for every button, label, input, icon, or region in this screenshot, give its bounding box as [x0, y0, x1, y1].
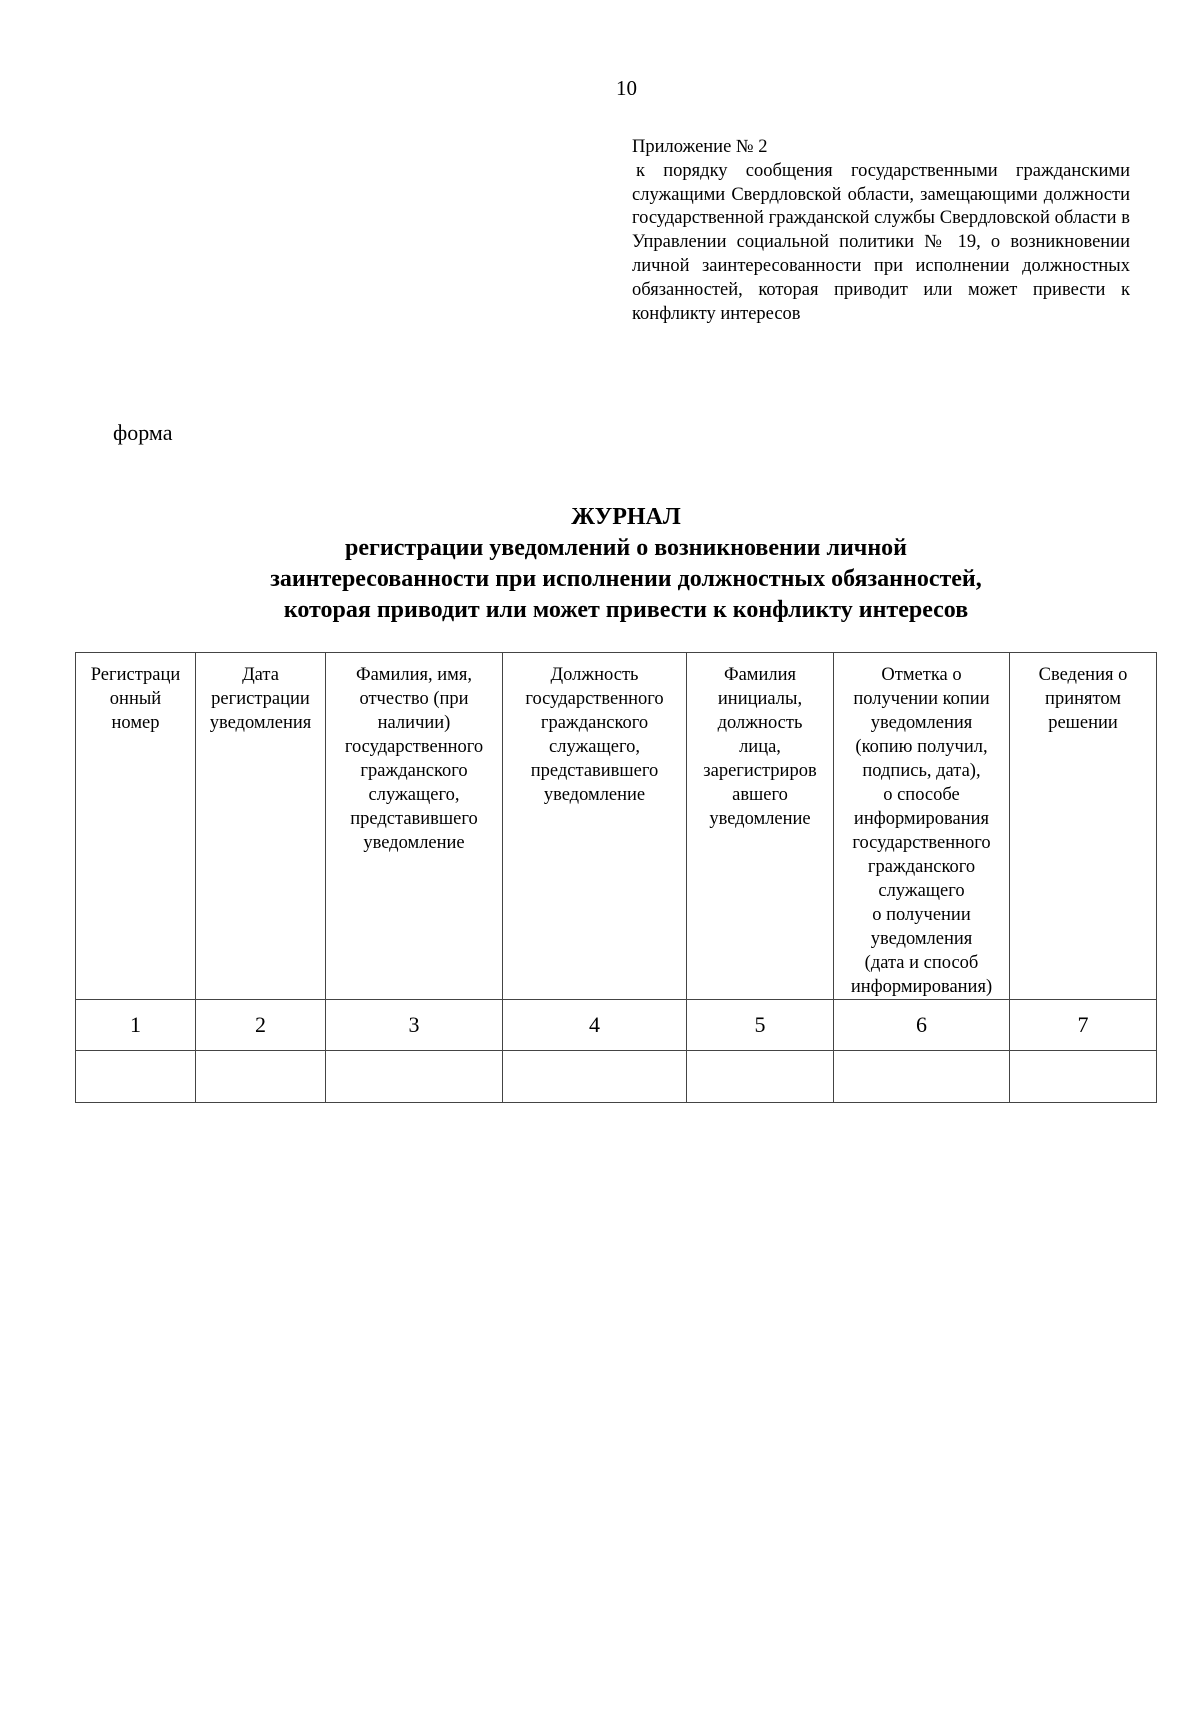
- table-header-row: [76, 653, 1157, 1000]
- header-employee-name: Фамилия, имя, отчество (при наличии) государственного гражданского служащего, представившего уведомление: [326, 653, 503, 1000]
- table-row-empty: [76, 1051, 1157, 1103]
- form-label: форма: [113, 420, 173, 445]
- header-registration-number: Регистраци онный номер: [76, 653, 196, 1000]
- column-number: 6: [834, 1000, 1010, 1051]
- heading-subtitle-line-3: которая приводит или может привести к конфликту интересов: [283, 597, 969, 623]
- journal-table: [75, 652, 1157, 1103]
- column-number: 3: [326, 1000, 503, 1051]
- table-cell-empty: [196, 1051, 326, 1103]
- header-registrar: Фамилия инициалы, должность лица, зарегистриров авшего уведомление: [687, 653, 834, 1000]
- table-cell-empty: [834, 1051, 1010, 1103]
- table-cell-empty: [76, 1051, 196, 1103]
- journal-heading: [150, 502, 1102, 626]
- header-employee-position: Должность государственного гражданского служащего, представившего уведомление: [503, 653, 687, 1000]
- page-number: 10: [616, 76, 637, 100]
- column-number: 1: [76, 1000, 196, 1051]
- header-decision: Сведения о принятом решении: [1010, 653, 1157, 1000]
- column-number: 7: [1010, 1000, 1157, 1051]
- column-number-row: [76, 1000, 1157, 1051]
- heading-subtitle-line-2: заинтересованности при исполнении должностных обязанностей,: [270, 566, 982, 592]
- table-cell-empty: [503, 1051, 687, 1103]
- appendix-body: к порядку сообщения государственными гражданскими служащими Свердловской области, замещающими должности государственной гражданской службы Свердловской области в Управлении социальной политики № 19, о возникновении личной заинтересованности при исполнении должностных обязанностей, которая приводит или может привести к конфликту интересов: [632, 160, 1130, 324]
- header-copy-receipt: Отметка о получении копии уведомления (копию получил, подпись, дата), о способе информирования государственного гражданского служащего о получении уведомления (дата и способ информирования): [834, 653, 1010, 1000]
- table-cell-empty: [326, 1051, 503, 1103]
- heading-subtitle-line-1: регистрации уведомлений о возникновении личной: [345, 535, 907, 561]
- column-number: 5: [687, 1000, 834, 1051]
- appendix-title: Приложение № 2: [632, 137, 768, 157]
- column-number: 4: [503, 1000, 687, 1051]
- heading-title: ЖУРНАЛ: [571, 504, 681, 530]
- header-registration-date: Дата регистрации уведомления: [196, 653, 326, 1000]
- table-cell-empty: [1010, 1051, 1157, 1103]
- table-cell-empty: [687, 1051, 834, 1103]
- appendix-block: [632, 136, 1130, 326]
- column-number: 2: [196, 1000, 326, 1051]
